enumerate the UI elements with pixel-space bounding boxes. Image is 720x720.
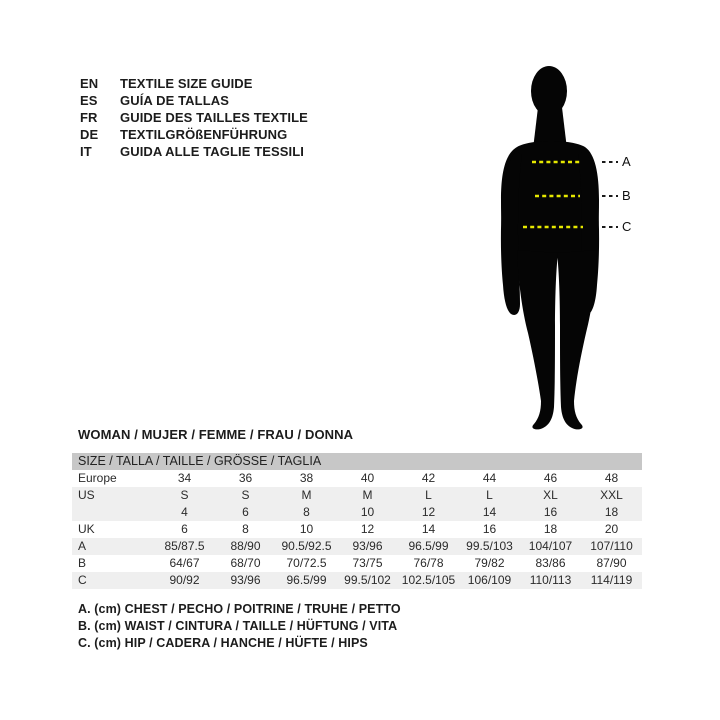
- language-row-fr: [80, 109, 308, 126]
- size-cell: 96.5/99: [408, 539, 449, 553]
- size-cell: 106/109: [467, 573, 512, 587]
- size-cell: 8: [303, 505, 310, 519]
- size-cell: 99.5/103: [466, 539, 513, 553]
- language-code: FR: [80, 110, 98, 125]
- table-row-hip: [72, 572, 642, 589]
- size-cell: 36: [238, 471, 253, 485]
- measure-label-hip: C: [622, 219, 632, 234]
- silhouette-body: [501, 66, 599, 429]
- size-cell: 96.5/99: [286, 573, 327, 587]
- size-cell: 42: [421, 471, 436, 485]
- table-row-us-numbers: [72, 504, 642, 521]
- table-row-chest: [72, 538, 642, 555]
- size-cell: 6: [242, 505, 249, 519]
- size-cell: 87/90: [596, 556, 627, 570]
- row-label: US: [78, 488, 95, 502]
- language-label: GUIDA ALLE TAGLIE TESSILI: [120, 144, 305, 159]
- language-label: TEXTILE SIZE GUIDE: [120, 76, 253, 91]
- size-cell: 4: [181, 505, 188, 519]
- row-label: B: [78, 556, 87, 570]
- size-cell: M: [301, 488, 312, 502]
- size-cell: 44: [482, 471, 497, 485]
- size-cell: 70/72.5: [286, 556, 327, 570]
- woman-silhouette-figure: [480, 55, 640, 435]
- table-row-uk: [72, 521, 642, 538]
- size-cell: 104/107: [528, 539, 573, 553]
- size-cell: S: [180, 488, 189, 502]
- table-row-europe: [72, 470, 642, 487]
- table-header-row: [72, 453, 642, 470]
- size-cell: 114/119: [590, 573, 633, 587]
- note-hip: C. (cm) HIP / CADERA / HANCHE / HÜFTE / HIPS: [78, 636, 368, 650]
- size-cell: 107/110: [590, 539, 633, 553]
- measure-label-waist: B: [622, 188, 631, 203]
- size-cell: 10: [299, 522, 314, 536]
- size-cell: 46: [543, 471, 558, 485]
- size-cell: 14: [482, 505, 497, 519]
- size-cell: 16: [482, 522, 497, 536]
- size-cell: 18: [543, 522, 558, 536]
- row-label: UK: [78, 522, 95, 536]
- size-cell: 16: [543, 505, 558, 519]
- size-cell: 8: [242, 522, 249, 536]
- size-cell: S: [241, 488, 250, 502]
- size-cell: 76/78: [413, 556, 444, 570]
- size-cell: 79/82: [474, 556, 505, 570]
- size-table: [72, 453, 642, 589]
- woman-silhouette-svg: [480, 55, 640, 435]
- size-cell: 18: [604, 505, 619, 519]
- size-cell: 14: [421, 522, 436, 536]
- size-cell: L: [486, 488, 493, 502]
- size-cell: 38: [299, 471, 314, 485]
- size-cell: 90/92: [169, 573, 200, 587]
- size-cell: XL: [543, 488, 558, 502]
- table-row-waist: [72, 555, 642, 572]
- size-cell: 10: [360, 505, 375, 519]
- row-label: A: [78, 539, 87, 553]
- size-cell: 85/87.5: [164, 539, 205, 553]
- size-cell: XXL: [600, 488, 623, 502]
- row-label: C: [78, 573, 87, 587]
- size-cell: 102.5/105: [401, 573, 456, 587]
- size-cell: 93/96: [230, 573, 261, 587]
- size-cell: 88/90: [230, 539, 261, 553]
- size-cell: 48: [604, 471, 619, 485]
- size-cell: L: [425, 488, 432, 502]
- measurement-notes: [78, 601, 401, 652]
- row-label: [72, 504, 154, 521]
- size-cell: 99.5/102: [344, 573, 391, 587]
- language-label: GUÍA DE TALLAS: [120, 93, 230, 108]
- language-code: IT: [80, 144, 92, 159]
- language-code: ES: [80, 93, 98, 108]
- language-label: TEXTILGRÖßENFÜHRUNG: [120, 127, 288, 142]
- note-waist: B. (cm) WAIST / CINTURA / TAILLE / HÜFTUNG / VITA: [78, 619, 398, 633]
- size-cell: 110/113: [529, 573, 572, 587]
- size-cell: 73/75: [352, 556, 383, 570]
- size-cell: 93/96: [352, 539, 383, 553]
- size-cell: 83/86: [535, 556, 566, 570]
- row-label: Europe: [78, 471, 117, 485]
- size-cell: 40: [360, 471, 375, 485]
- size-cell: 20: [604, 522, 619, 536]
- note-chest: A. (cm) CHEST / PECHO / POITRINE / TRUHE / PETTO: [78, 602, 401, 616]
- language-code: EN: [80, 76, 99, 91]
- language-code: DE: [80, 127, 99, 142]
- language-row-de: [80, 126, 308, 143]
- category-title: WOMAN / MUJER / FEMME / FRAU / DONNA: [78, 427, 354, 442]
- measure-label-chest: A: [622, 154, 631, 169]
- size-cell: 68/70: [230, 556, 261, 570]
- size-cell: M: [362, 488, 373, 502]
- language-row-en: [80, 75, 308, 92]
- language-row-es: [80, 92, 308, 109]
- size-cell: 64/67: [169, 556, 200, 570]
- language-label: GUIDE DES TAILLES TEXTILE: [120, 110, 308, 125]
- size-cell: 6: [181, 522, 188, 536]
- table-row-us-letters: [72, 487, 642, 504]
- language-guide-list: [80, 75, 308, 160]
- table-header: SIZE / TALLA / TAILLE / GRÖSSE / TAGLIA: [72, 453, 642, 470]
- size-cell: 34: [177, 471, 192, 485]
- size-cell: 12: [421, 505, 436, 519]
- size-cell: 12: [360, 522, 375, 536]
- language-row-it: [80, 143, 308, 160]
- size-cell: 90.5/92.5: [281, 539, 332, 553]
